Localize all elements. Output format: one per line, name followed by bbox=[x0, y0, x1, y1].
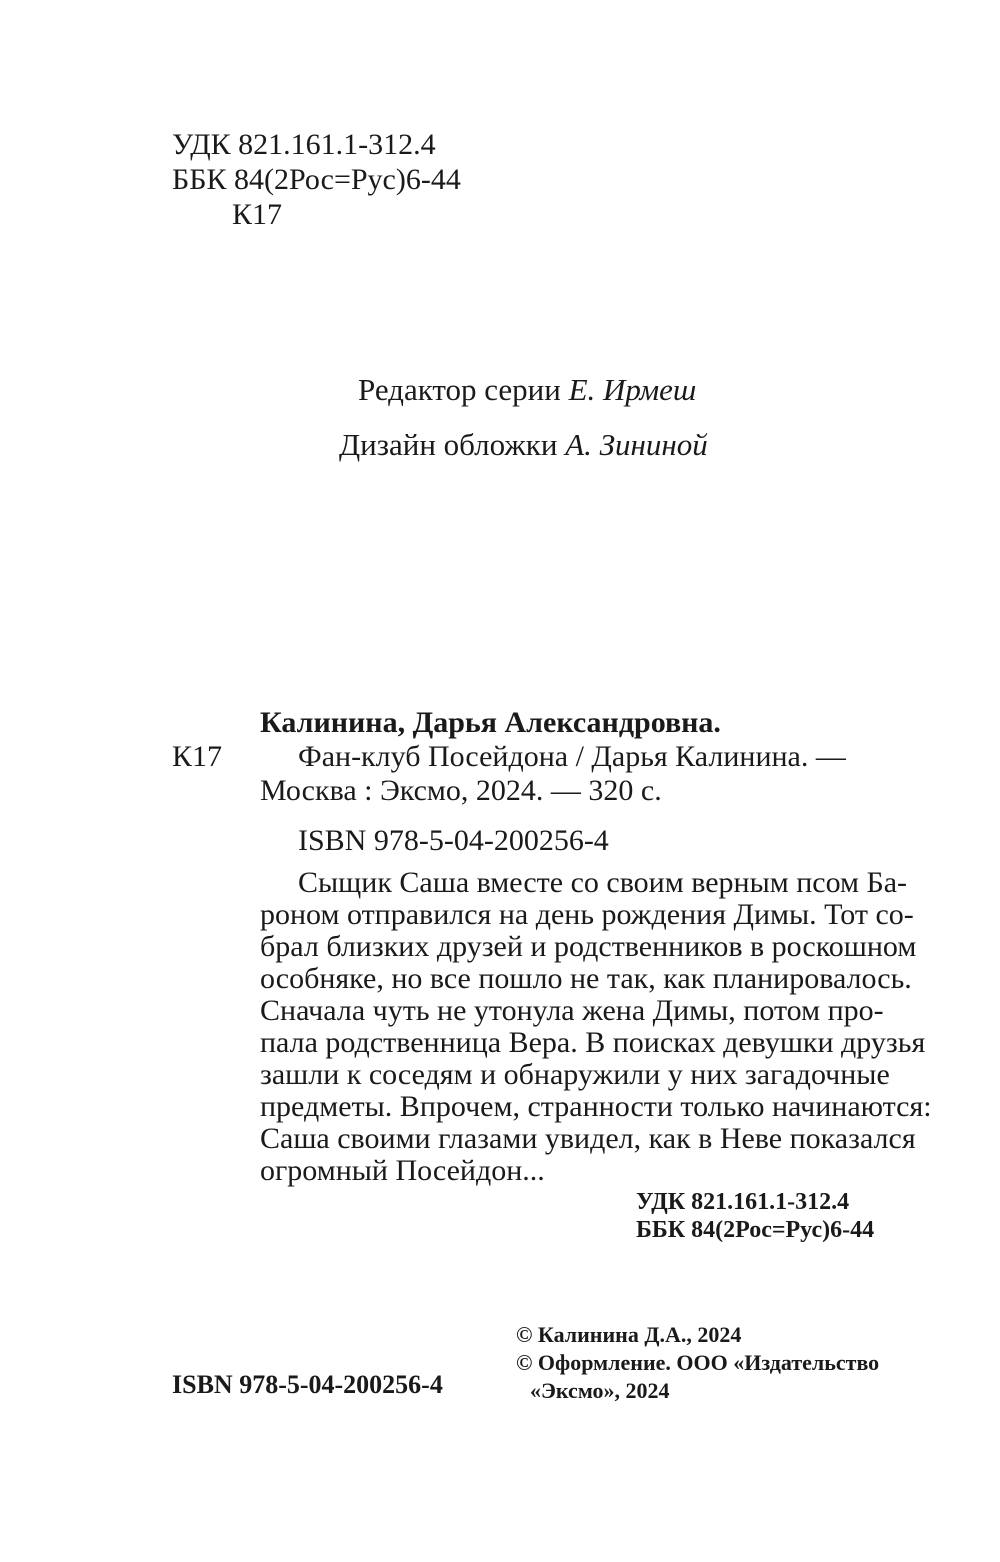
copyright-block bbox=[516, 1321, 896, 1405]
cover-design-label: Дизайн обложки bbox=[339, 427, 558, 462]
bbk-code: ББК 84(2Рос=Рус)6-44 bbox=[172, 163, 461, 196]
annotation-line: пала родственница Вера. В поисках девушки друзья bbox=[260, 1026, 926, 1059]
bottom-bbk-code: ББК 84(2Рос=Рус)6-44 bbox=[636, 1217, 875, 1243]
annotation-paragraph bbox=[260, 866, 932, 1187]
catalog-isbn: ISBN 978-5-04-200256-4 bbox=[298, 824, 609, 857]
annotation-line: огромный Посейдон... bbox=[260, 1154, 545, 1187]
annotation-line: брал близких друзей и родственников в роскошном bbox=[260, 930, 917, 963]
udk-code: УДК 821.161.1-312.4 bbox=[172, 128, 436, 161]
annotation-line: роном отправился на день рождения Димы. Тот со- bbox=[260, 898, 914, 931]
series-editor-label: Редактор серии bbox=[358, 372, 561, 407]
bottom-udk-code: УДК 821.161.1-312.4 bbox=[636, 1189, 850, 1215]
footer-isbn: ISBN 978-5-04-200256-4 bbox=[172, 1370, 443, 1399]
catalog-author: Калинина, Дарья Александровна. bbox=[260, 706, 721, 739]
annotation-line: Сначала чуть не утонула жена Димы, потом про- bbox=[260, 994, 884, 1027]
catalog-imprint-line: Москва : Эксмо, 2024. — 320 с. bbox=[260, 774, 662, 807]
annotation-line: Сыщик Саша вместе со своим верным псом Ба- bbox=[298, 866, 908, 899]
series-editor-credit bbox=[358, 372, 696, 408]
annotation-line: предметы. Впрочем, странности только начинаются: bbox=[260, 1090, 932, 1123]
annotation-line: особняке, но все пошло не так, как планировалось. bbox=[260, 962, 912, 995]
annotation-line: Саша своими глазами увидел, как в Неве показался bbox=[260, 1122, 916, 1155]
cover-design-credit bbox=[339, 427, 708, 463]
catalog-title-line: Фан-клуб Посейдона / Дарья Калинина. — bbox=[298, 740, 846, 773]
copyright-design: © Оформление. ООО «Издательство bbox=[516, 1350, 880, 1375]
cover-design-name: А. Зининой bbox=[565, 427, 708, 462]
author-mark: К17 bbox=[232, 198, 283, 231]
series-editor-name: Е. Ирмеш bbox=[568, 372, 697, 407]
copyright-design-continued: «Эксмо», 2024 bbox=[530, 1378, 670, 1403]
copyright-author: © Калинина Д.А., 2024 bbox=[516, 1322, 742, 1347]
annotation-line: зашли к соседям и обнаружили у них загадочные bbox=[260, 1058, 890, 1091]
catalog-author-mark: К17 bbox=[172, 740, 223, 773]
